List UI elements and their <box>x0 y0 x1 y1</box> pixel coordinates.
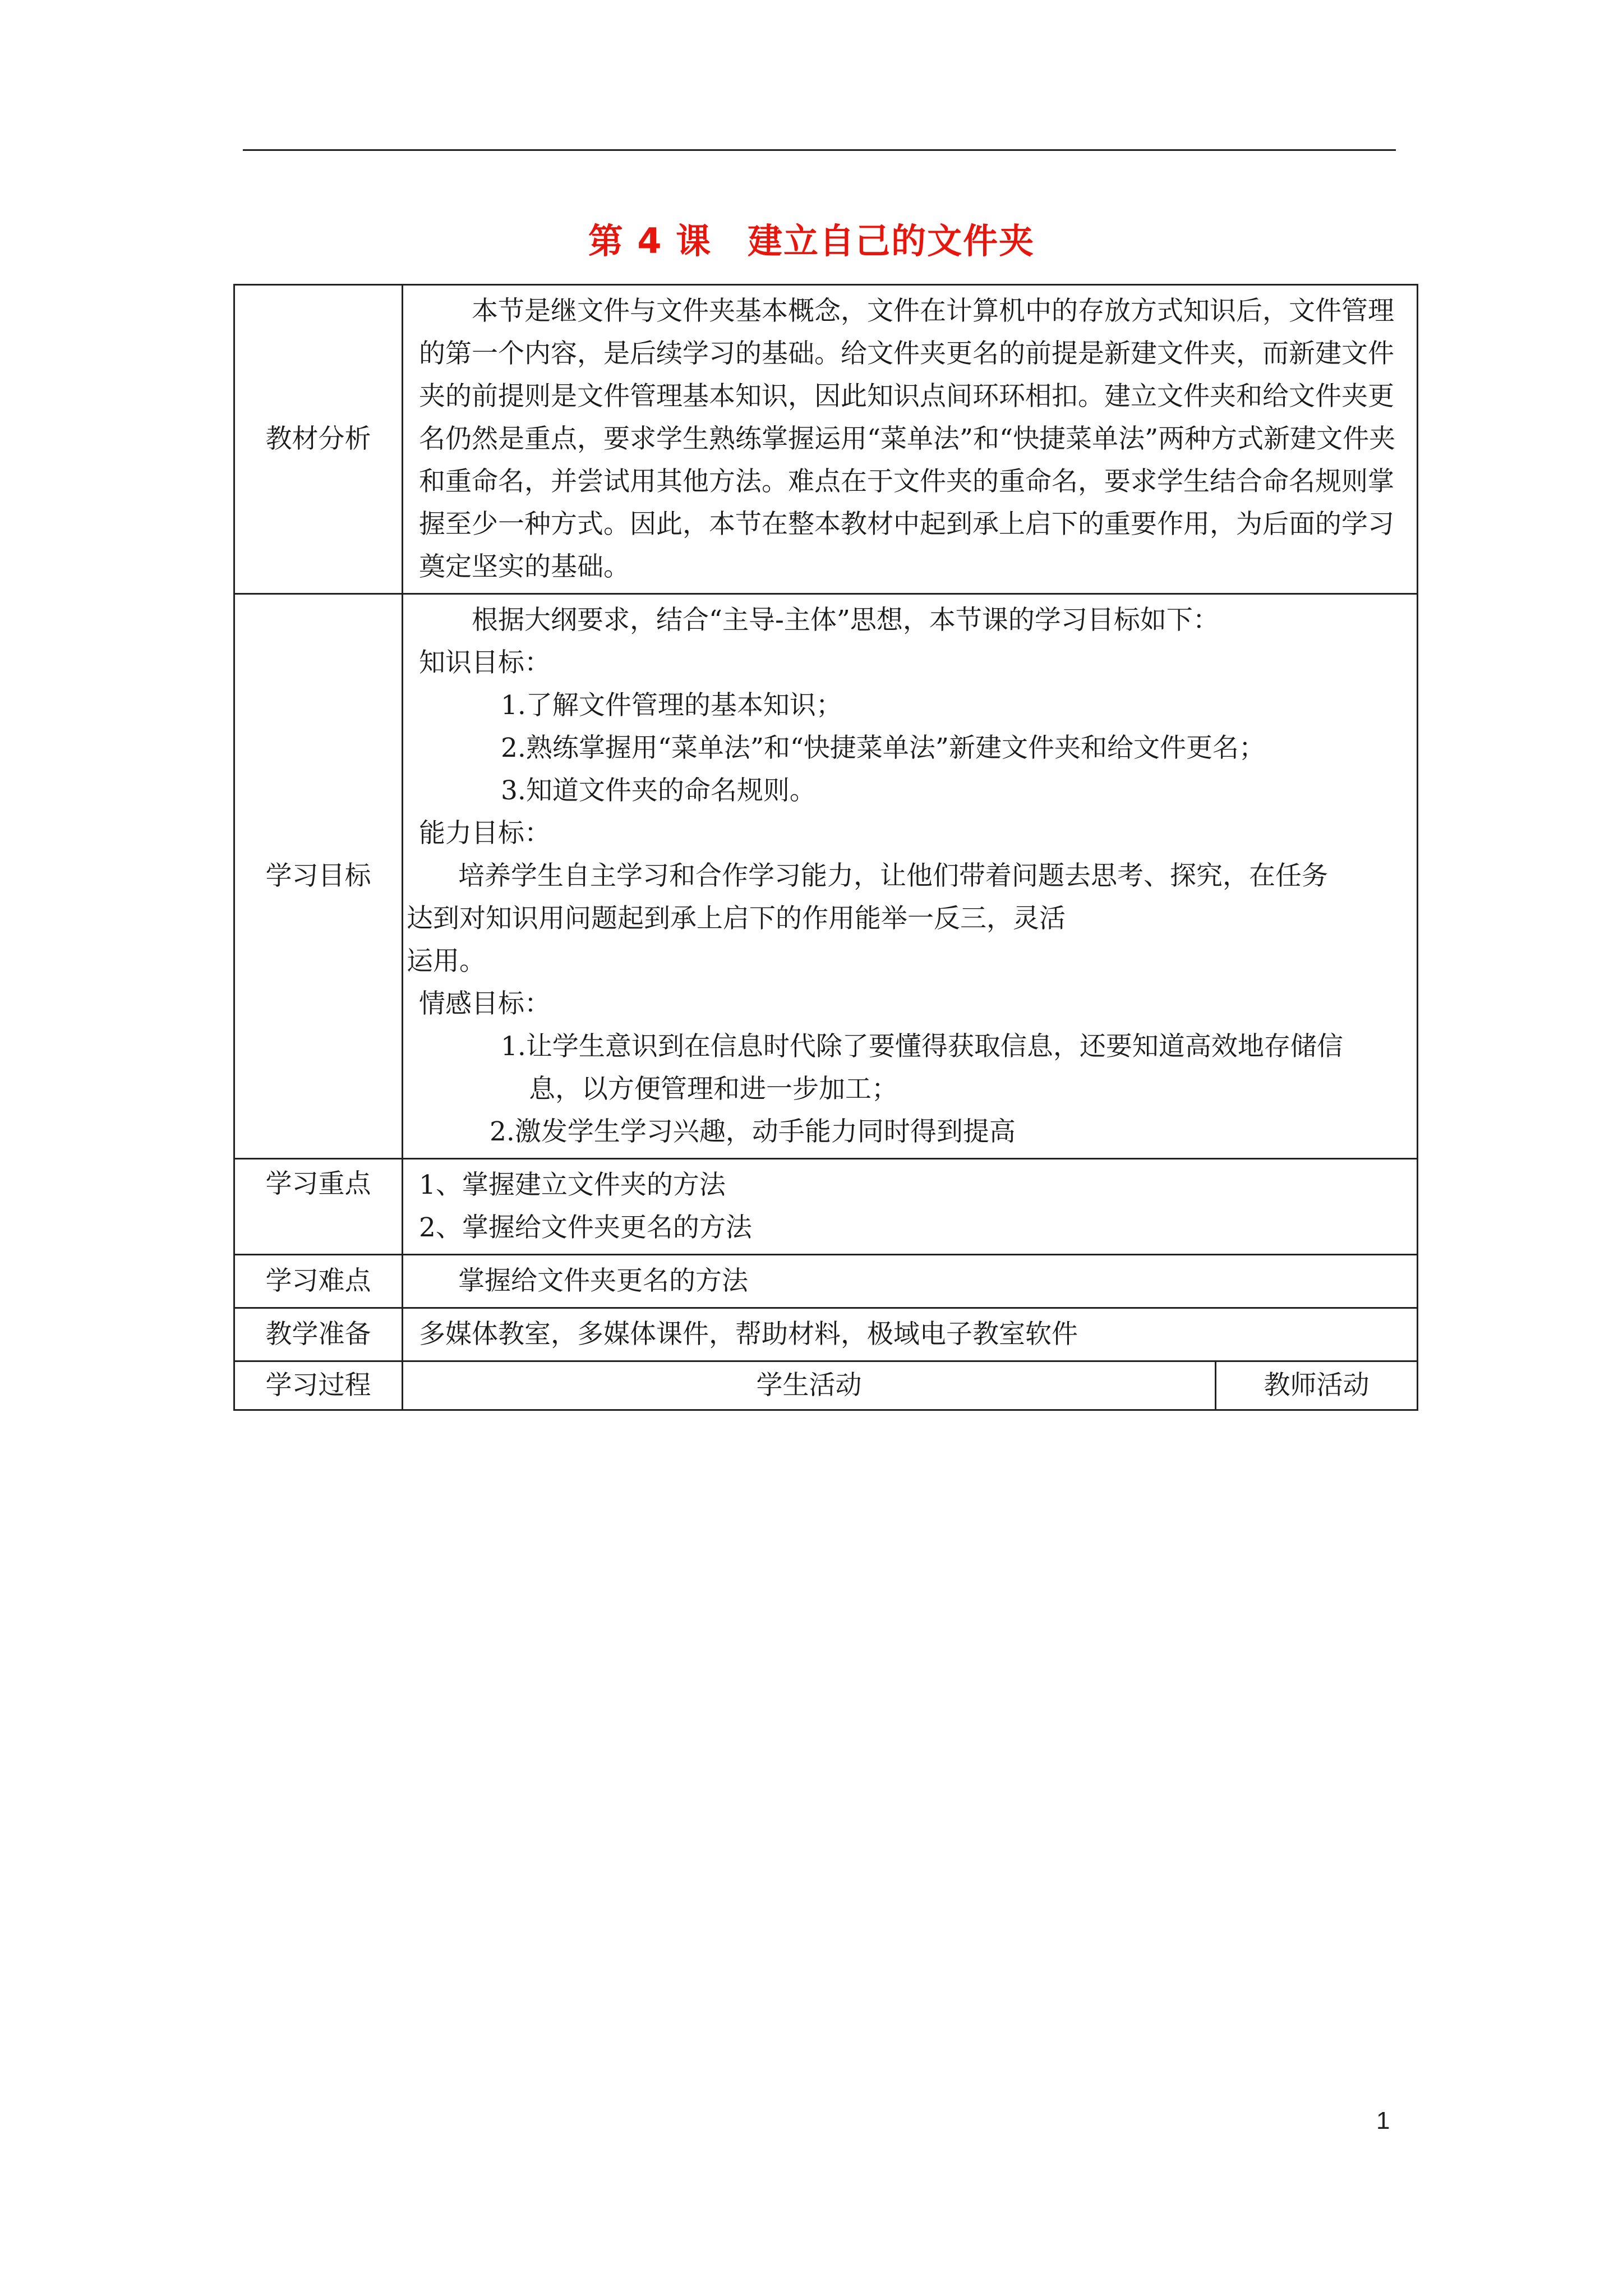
label-key-points: 学习重点 <box>234 1159 403 1255</box>
emotion-item-continued: 息，以方便管理和进一步加工； <box>529 1074 898 1105</box>
knowledge-item: 2.熟练掌握用“菜单法”和“快捷菜单法”新建文件夹和给文件更名； <box>501 733 1265 763</box>
row-analysis <box>234 285 1418 594</box>
knowledge-heading: 知识目标： <box>419 647 551 678</box>
header-rule <box>243 149 1396 151</box>
process-teacher-activity: 教师活动 <box>1216 1361 1418 1410</box>
preparation-content <box>403 1308 1418 1361</box>
row-key-points <box>234 1159 1418 1255</box>
analysis-text <box>403 285 1418 594</box>
objectives-intro: 根据大纲要求，结合“主导-主体”思想，本节课的学习目标如下： <box>472 605 1219 636</box>
label-difficulties: 学习难点 <box>234 1255 403 1308</box>
label-analysis: 教材分析 <box>234 285 403 594</box>
ability-line: 运用。 <box>407 946 486 977</box>
ability-line: 培养学生自主学习和合作学习能力，让他们带着问题去思考、探究，在任务 <box>458 861 1328 891</box>
ability-line: 达到对知识用问题起到承上启下的作用能举一反三，灵活 <box>407 903 1066 934</box>
knowledge-item: 3.知道文件夹的命名规则。 <box>501 775 816 806</box>
row-objectives <box>234 594 1418 1159</box>
lesson-plan-table <box>233 284 1418 1411</box>
page-number: 1 <box>1376 2107 1390 2134</box>
row-preparation <box>234 1308 1418 1361</box>
row-process <box>234 1361 1418 1410</box>
label-process: 学习过程 <box>234 1361 403 1410</box>
difficulties-content <box>403 1255 1418 1308</box>
row-difficulties <box>234 1255 1418 1308</box>
emotion-item: 1.让学生意识到在信息时代除了要懂得获取信息，还要知道高效地存储信 <box>501 1031 1343 1062</box>
analysis-paragraph: 本节是继文件与文件夹基本概念，文件在计算机中的存放方式知识后，文件管理的第一个内容，是后续学习的基础。给文件夹更名的前提是新建文件夹，而新建文件夹的前提则是文件管理基本知识，因此知识点间环环相扣。建立文件夹和给文件夹更名仍然是重点，要求学生熟练掌握运用“菜单法”和“快捷菜单法”两种方式新建文件夹和重命名，并尝试用其他方法。难点在于文件夹的重命名，要求学生结合命名规则掌握至少一种方式。因此，本节在整本教材中起到承上启下的重要作用，为后面的学习奠定坚实的基础。 <box>419 296 1396 582</box>
preparation-text: 多媒体教室，多媒体课件，帮助材料，极域电子教室软件 <box>419 1319 1078 1350</box>
label-objectives: 学习目标 <box>234 594 403 1159</box>
key-point-item: 2、掌握给文件夹更名的方法 <box>419 1212 752 1243</box>
key-point-item: 1、掌握建立文件夹的方法 <box>419 1170 726 1200</box>
label-preparation: 教学准备 <box>234 1308 403 1361</box>
key-points-content <box>403 1159 1418 1255</box>
emotion-heading: 情感目标： <box>419 988 551 1019</box>
objectives-content <box>403 594 1418 1159</box>
difficulties-text: 掌握给文件夹更名的方法 <box>458 1266 748 1296</box>
ability-heading: 能力目标： <box>419 818 551 849</box>
page-title: 第 4 课 建立自己的文件夹 <box>588 220 1035 261</box>
knowledge-item: 1.了解文件管理的基本知识； <box>501 690 842 721</box>
process-student-activity: 学生活动 <box>403 1361 1216 1410</box>
emotion-item: 2.激发学生学习兴趣，动手能力同时得到提高 <box>490 1116 1016 1147</box>
